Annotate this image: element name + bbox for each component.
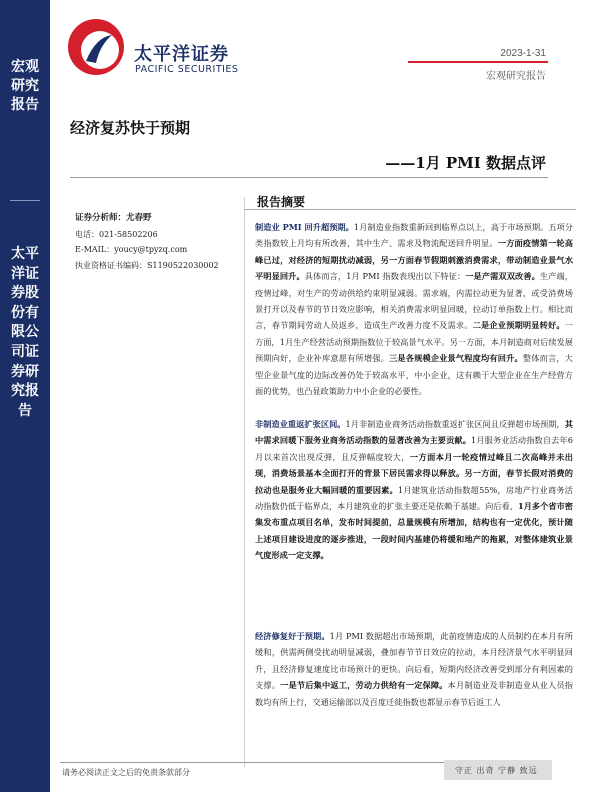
analyst-name: 证券分析师：尤春野 [75, 213, 152, 223]
analyst-phone: 电话：021-58502206 [75, 229, 158, 239]
text-run: 二是企业预期明显转好。 [472, 320, 565, 331]
text-run: 1月多个省市密集发布重点项目名单，发布时间提前，总量规模有所增加，结构也有一定优化，预计随上述项目建设进度的逐步推进，一段时间内基建仍将缓和地产的拖累，对整体建筑业景气度形成一定支撑。 [255, 501, 573, 561]
sidebar-company: 太平洋证券股份有限公司证券研究报告 [11, 246, 39, 419]
text-run: 一是产需双双改善。 [465, 271, 540, 282]
footer-motto: 守正 出奇 宁静 致远 [455, 766, 538, 775]
text-run: 一是节后集中返工，劳动力供给有一定保障。 [280, 680, 448, 691]
text-run: 1月 PMI 数据超出市场预期，此前疫情造成的人员制约在本月有所缓和，供需两侧受扰动明显减弱，叠加春节节日效应的拉动，本月经济景气水平明显回升，且经济修复速度比市场预计的更快。向后看，短期内经济改善受到部分有利因素的支撑。 [255, 631, 573, 691]
text-run: 本月制造业及非制造业从业人员指数均有所上行，交通运输部以及百度迁徙指数也都显示春节后返工人 [255, 680, 573, 707]
summary-left-border [244, 197, 245, 767]
report-date: 2023-1-31 [500, 48, 546, 59]
report-type-label: 宏观研究报告 [486, 71, 546, 82]
report-subtitle: ——1月 PMI 数据点评 [385, 154, 546, 172]
footer-disclaimer: 请务必阅读正文之后的免责条款部分 [62, 768, 190, 777]
text-run: 一方面疫情第一轮高峰已过，对经济的短期扰动减弱，另一方面春节假期刺激消费需求，带动制造业景气水平明显回升。 [255, 238, 573, 282]
text-run: 1月制造业指数重新回到临界点以上，高于市场预期。五项分类指数较上月均有所改善，其中生产、需求及物流配送回升明显。 [255, 222, 573, 249]
text-run: 三是各规模企业景气程度均有回升。 [388, 353, 523, 364]
summary-title: 报告摘要 [257, 195, 306, 209]
analyst-email: E-MAIL：youcy@tpyzq.com [75, 245, 188, 254]
summary-divider [244, 209, 576, 210]
sidebar-divider [10, 200, 40, 201]
text-run: 1月服务业活动指数自去年6月以来首次出现反弹，且反弹幅度较大， [255, 435, 573, 462]
summary-paragraph-manufacturing [255, 219, 573, 399]
analyst-info [75, 211, 235, 273]
text-run: 非制造业重返扩张区间。 [255, 419, 346, 429]
report-title: 经济复苏快于预期 [70, 119, 191, 137]
sidebar-band [0, 0, 50, 792]
header-accent-line [408, 61, 548, 63]
text-run: 经济修复好于预期。 [255, 631, 330, 641]
logo-english-name: PACIFIC SECURITIES [135, 64, 239, 75]
analyst-cert: 执业资格证书编码：S1190522030002 [75, 260, 219, 270]
text-run: 1月非制造业商务活动指数重返扩张区间且反弹超市场预期， [345, 419, 565, 429]
title-divider [70, 177, 548, 178]
summary-paragraph-recovery [255, 628, 573, 710]
text-run: 1月建筑业活动指数超55%，房地产行业商务活动指数仍低于临界点，本月建筑业的扩张主要还是依赖于基建。向后看， [255, 484, 573, 512]
text-run: 一方面本月一轮疫情过峰且二次高峰并未出现，消费场景基本全面打开的背景下居民需求得以释放。另一方面，春节长假对消费的拉动也是服务业大幅回暖的重要因素。 [255, 451, 573, 495]
text-run: 具体而言，1月 PMI 指数表现出以下特征： [304, 271, 466, 282]
text-run: 整体而言，大型企业景气度的边际改善仍处于较高水平，中小企业，这有赖于大型企业在生产经营方面的优势，也凸显政策助力中小企业的必要性。 [255, 353, 573, 397]
logo-chinese-name: 太平洋证券 [134, 44, 229, 65]
sidebar-report-type: 宏观研究报告 [11, 59, 39, 113]
pacific-securities-logo-icon [66, 17, 126, 77]
text-run: 生产端，疫情过峰，对生产的劳动供给约束明显减弱。需求端，内需拉动更为显著，或受消费场景打开以及春节的节日效应影响，相关消费需求明显回暖，拉动订单指数上行。相比而言，春节期间劳动人员返乡，造成生产改善力度不及需求。 [255, 271, 573, 331]
text-run: 其中需求回暖下服务业商务活动指数的显著改善为主要贡献。 [255, 419, 573, 446]
text-run: 一方面，1月生产经营活动预期指数位于较高景气水平。另一方面，本月制造商对后续发展预期向好，企业补库意愿有所增强。 [255, 320, 573, 364]
summary-paragraph-non-manufacturing [255, 416, 573, 564]
text-run: 制造业 PMI 回升超预期。 [255, 222, 354, 232]
